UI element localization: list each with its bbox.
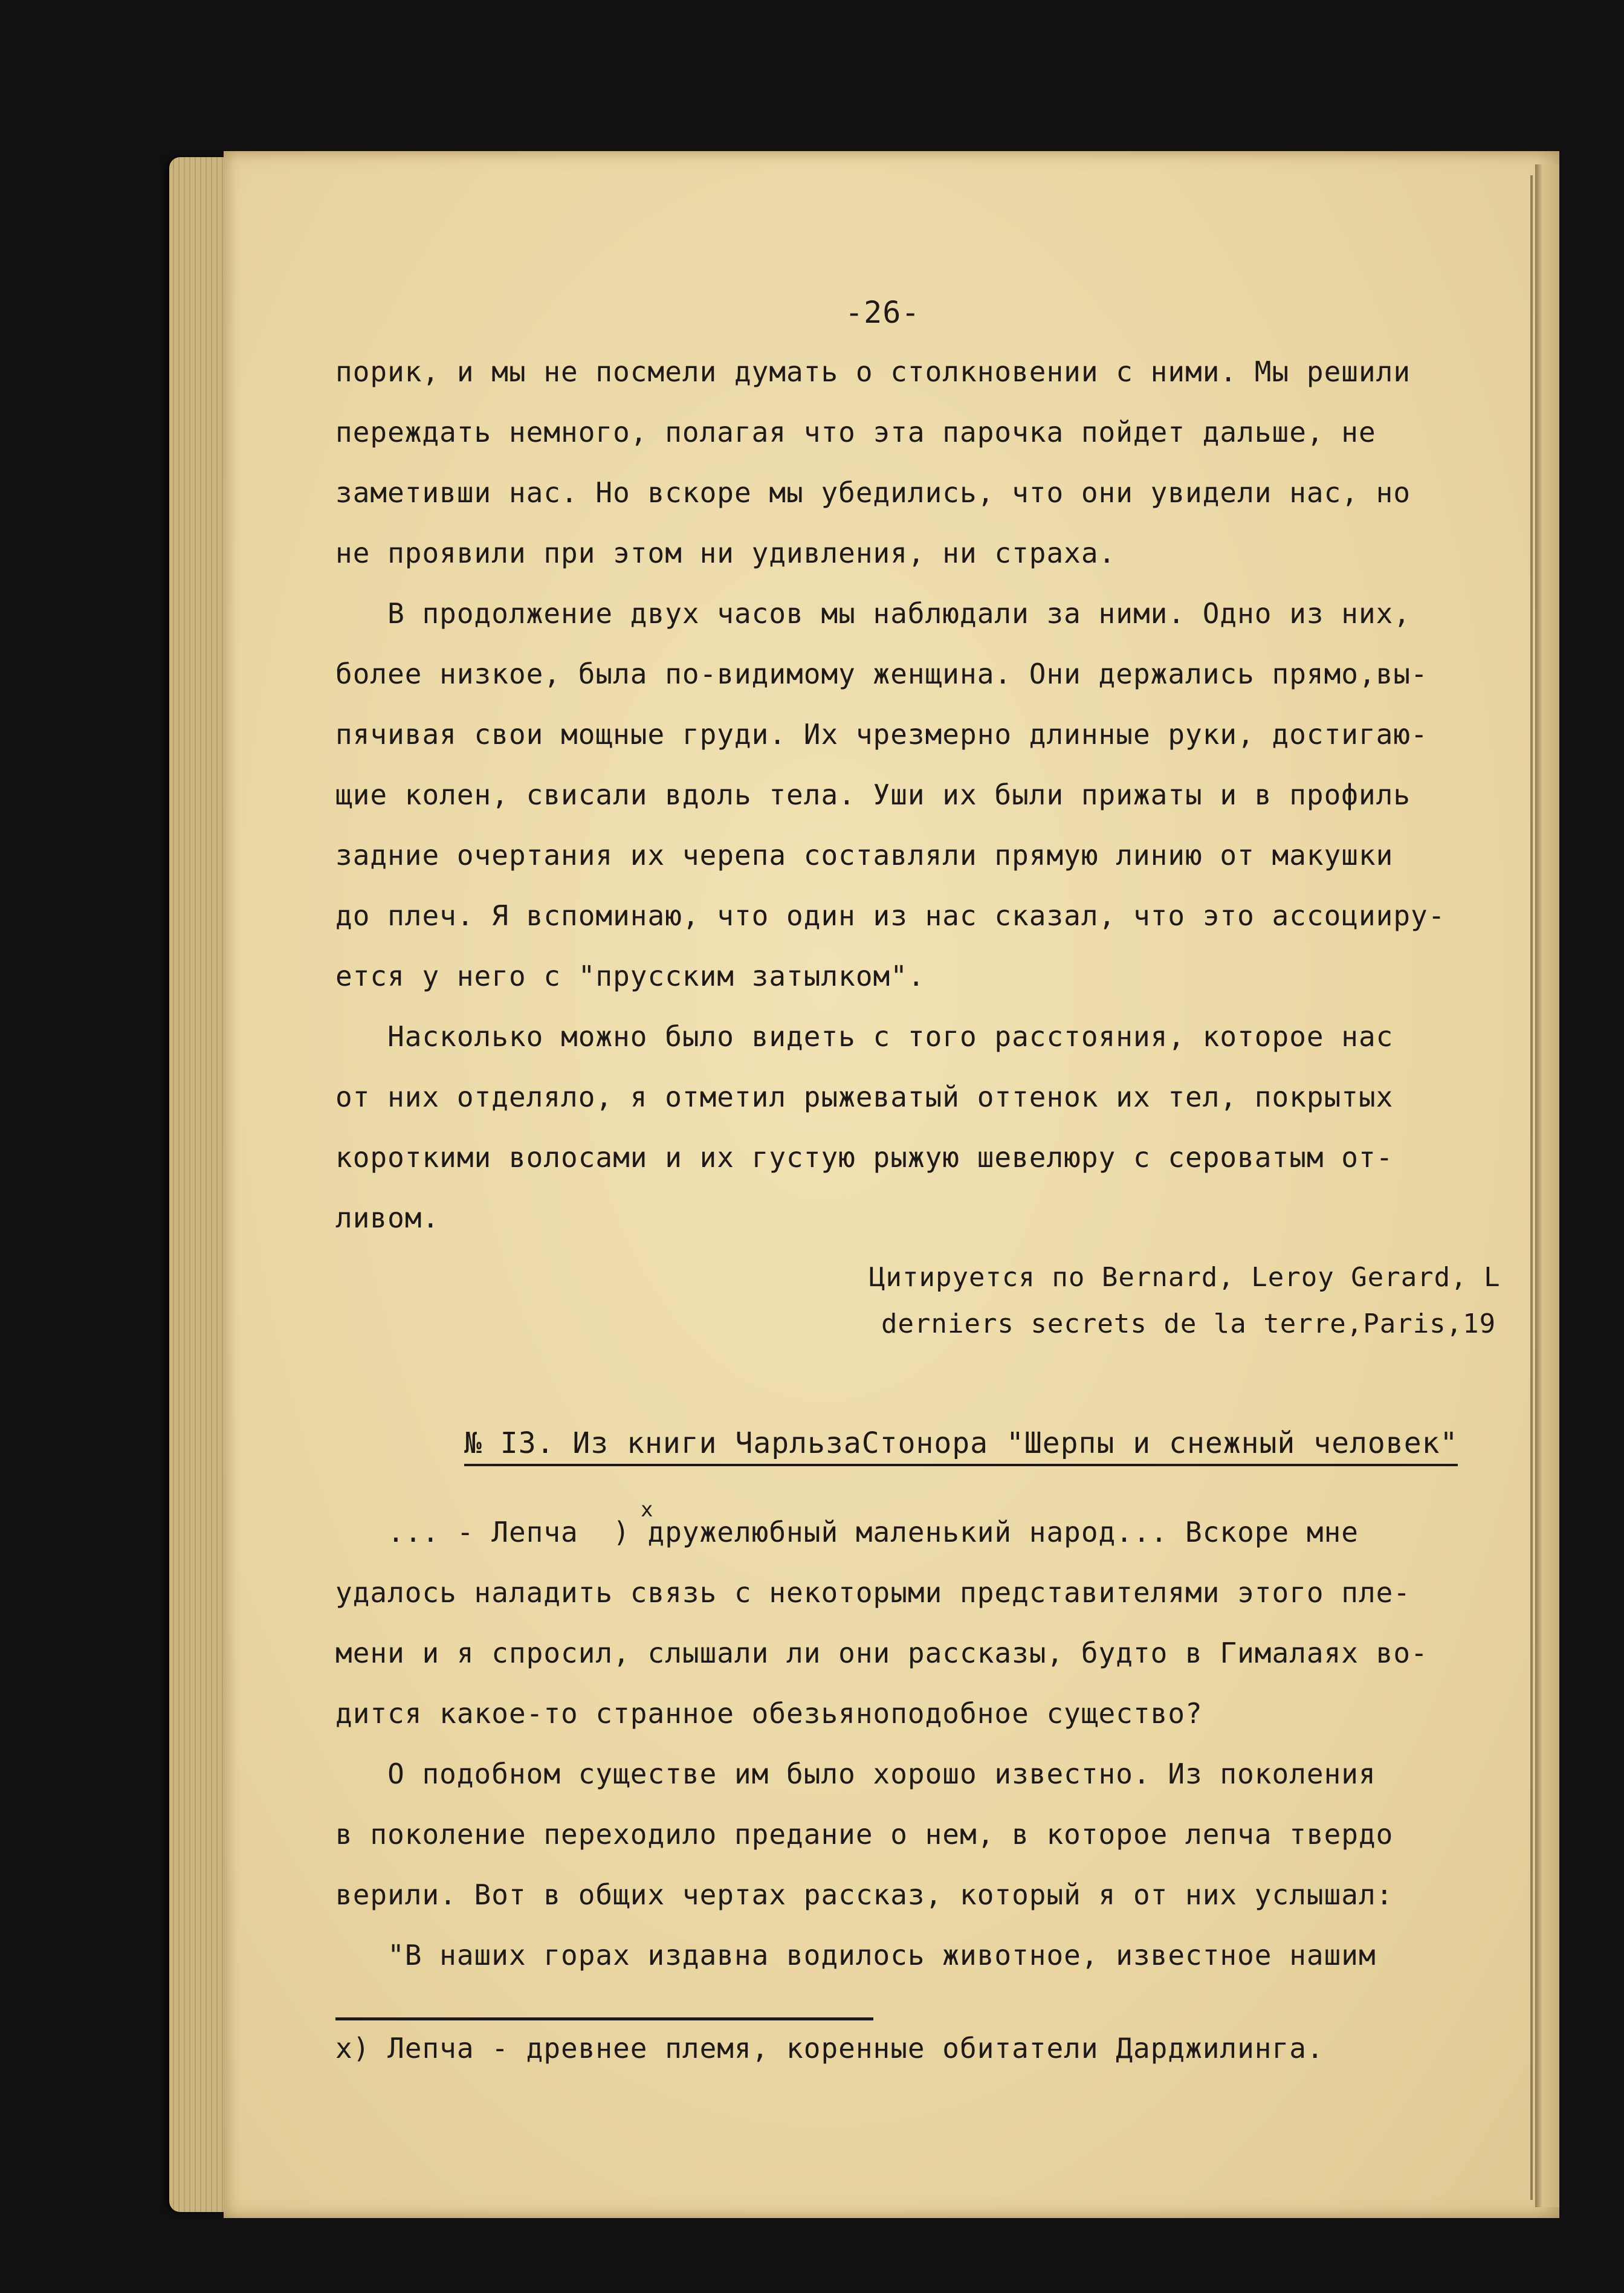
text-line: порик, и мы не посмели думать о столкновении с ними. Мы решили bbox=[335, 355, 1411, 388]
text-line: ется у него с "прусским затылком". bbox=[335, 960, 925, 992]
text-line: заметивши нас. Но вскоре мы убедились, что они увидели нас, но bbox=[335, 476, 1411, 509]
citation-line: derniers secrets de la terre,Paris,19 bbox=[881, 1308, 1496, 1339]
citation-line: Цитируется по Bernard, Leroy Gerard, L bbox=[869, 1262, 1501, 1293]
text-line: О подобном существе им было хорошо известно. Из поколения bbox=[335, 1758, 1376, 1790]
text-line: от них отделяло, я отметил рыжеватый оттенок их тел, покрытых bbox=[335, 1081, 1394, 1113]
text-line: удалось наладить связь с некоторыми представителями этого пле- bbox=[335, 1576, 1411, 1609]
footnote: x) Лепча - древнее племя, коренные обитатели Дарджилинга. bbox=[335, 2032, 1324, 2065]
footnote-marker: x bbox=[641, 1498, 654, 1522]
text-line: более низкое, была по-видимому женщина. Они держались прямо,вы- bbox=[335, 658, 1428, 690]
text-line: ливом. bbox=[335, 1201, 440, 1234]
text-line: "В наших горах издавна водилось животное, известное нашим bbox=[335, 1939, 1376, 1971]
text-line: задние очертания их черепа составляли прямую линию от макушки bbox=[335, 839, 1394, 872]
text-line: щие колен, свисали вдоль тела. Уши их были прижаты и в профиль bbox=[335, 778, 1411, 811]
binding-line bbox=[1530, 175, 1533, 2200]
section-heading: № I3. Из книги ЧарльзаСтонора "Шерпы и снежный человек" bbox=[464, 1426, 1458, 1466]
text-line: Насколько можно было видеть с того расстояния, которое нас bbox=[335, 1020, 1394, 1053]
text-line: дится какое-то странное обезьяноподобное существо? bbox=[335, 1697, 1203, 1730]
text-line: короткими волосами и их густую рыжую шевелюру с сероватым от- bbox=[335, 1141, 1394, 1174]
text-line: переждать немного, полагая что эта парочка пойдет дальше, не bbox=[335, 416, 1376, 448]
text-line: В продолжение двух часов мы наблюдали за ними. Одно из них, bbox=[335, 597, 1411, 630]
text-line: до плеч. Я вспоминаю, что один из нас сказал, что это ассоцииру- bbox=[335, 899, 1446, 932]
text-line: в поколение переходило предание о нем, в которое лепча твердо bbox=[335, 1818, 1394, 1851]
text-line: пячивая свои мощные груди. Их чрезмерно длинные руки, достигаю- bbox=[335, 718, 1428, 751]
text-line: верили. Вот в общих чертах рассказ, который я от них услышал: bbox=[335, 1878, 1394, 1911]
text-line: ... - Лепча ) дружелюбный маленький народ... Вскоре мне bbox=[335, 1516, 1359, 1548]
footnote-rule bbox=[335, 2017, 873, 2020]
next-page-edge bbox=[1535, 164, 1559, 2207]
text-line: мени и я спросил, слышали ли они рассказы, будто в Гималаях во- bbox=[335, 1637, 1428, 1669]
text-line: не проявили при этом ни удивления, ни страха. bbox=[335, 537, 1116, 569]
page-number: -26- bbox=[845, 295, 920, 330]
